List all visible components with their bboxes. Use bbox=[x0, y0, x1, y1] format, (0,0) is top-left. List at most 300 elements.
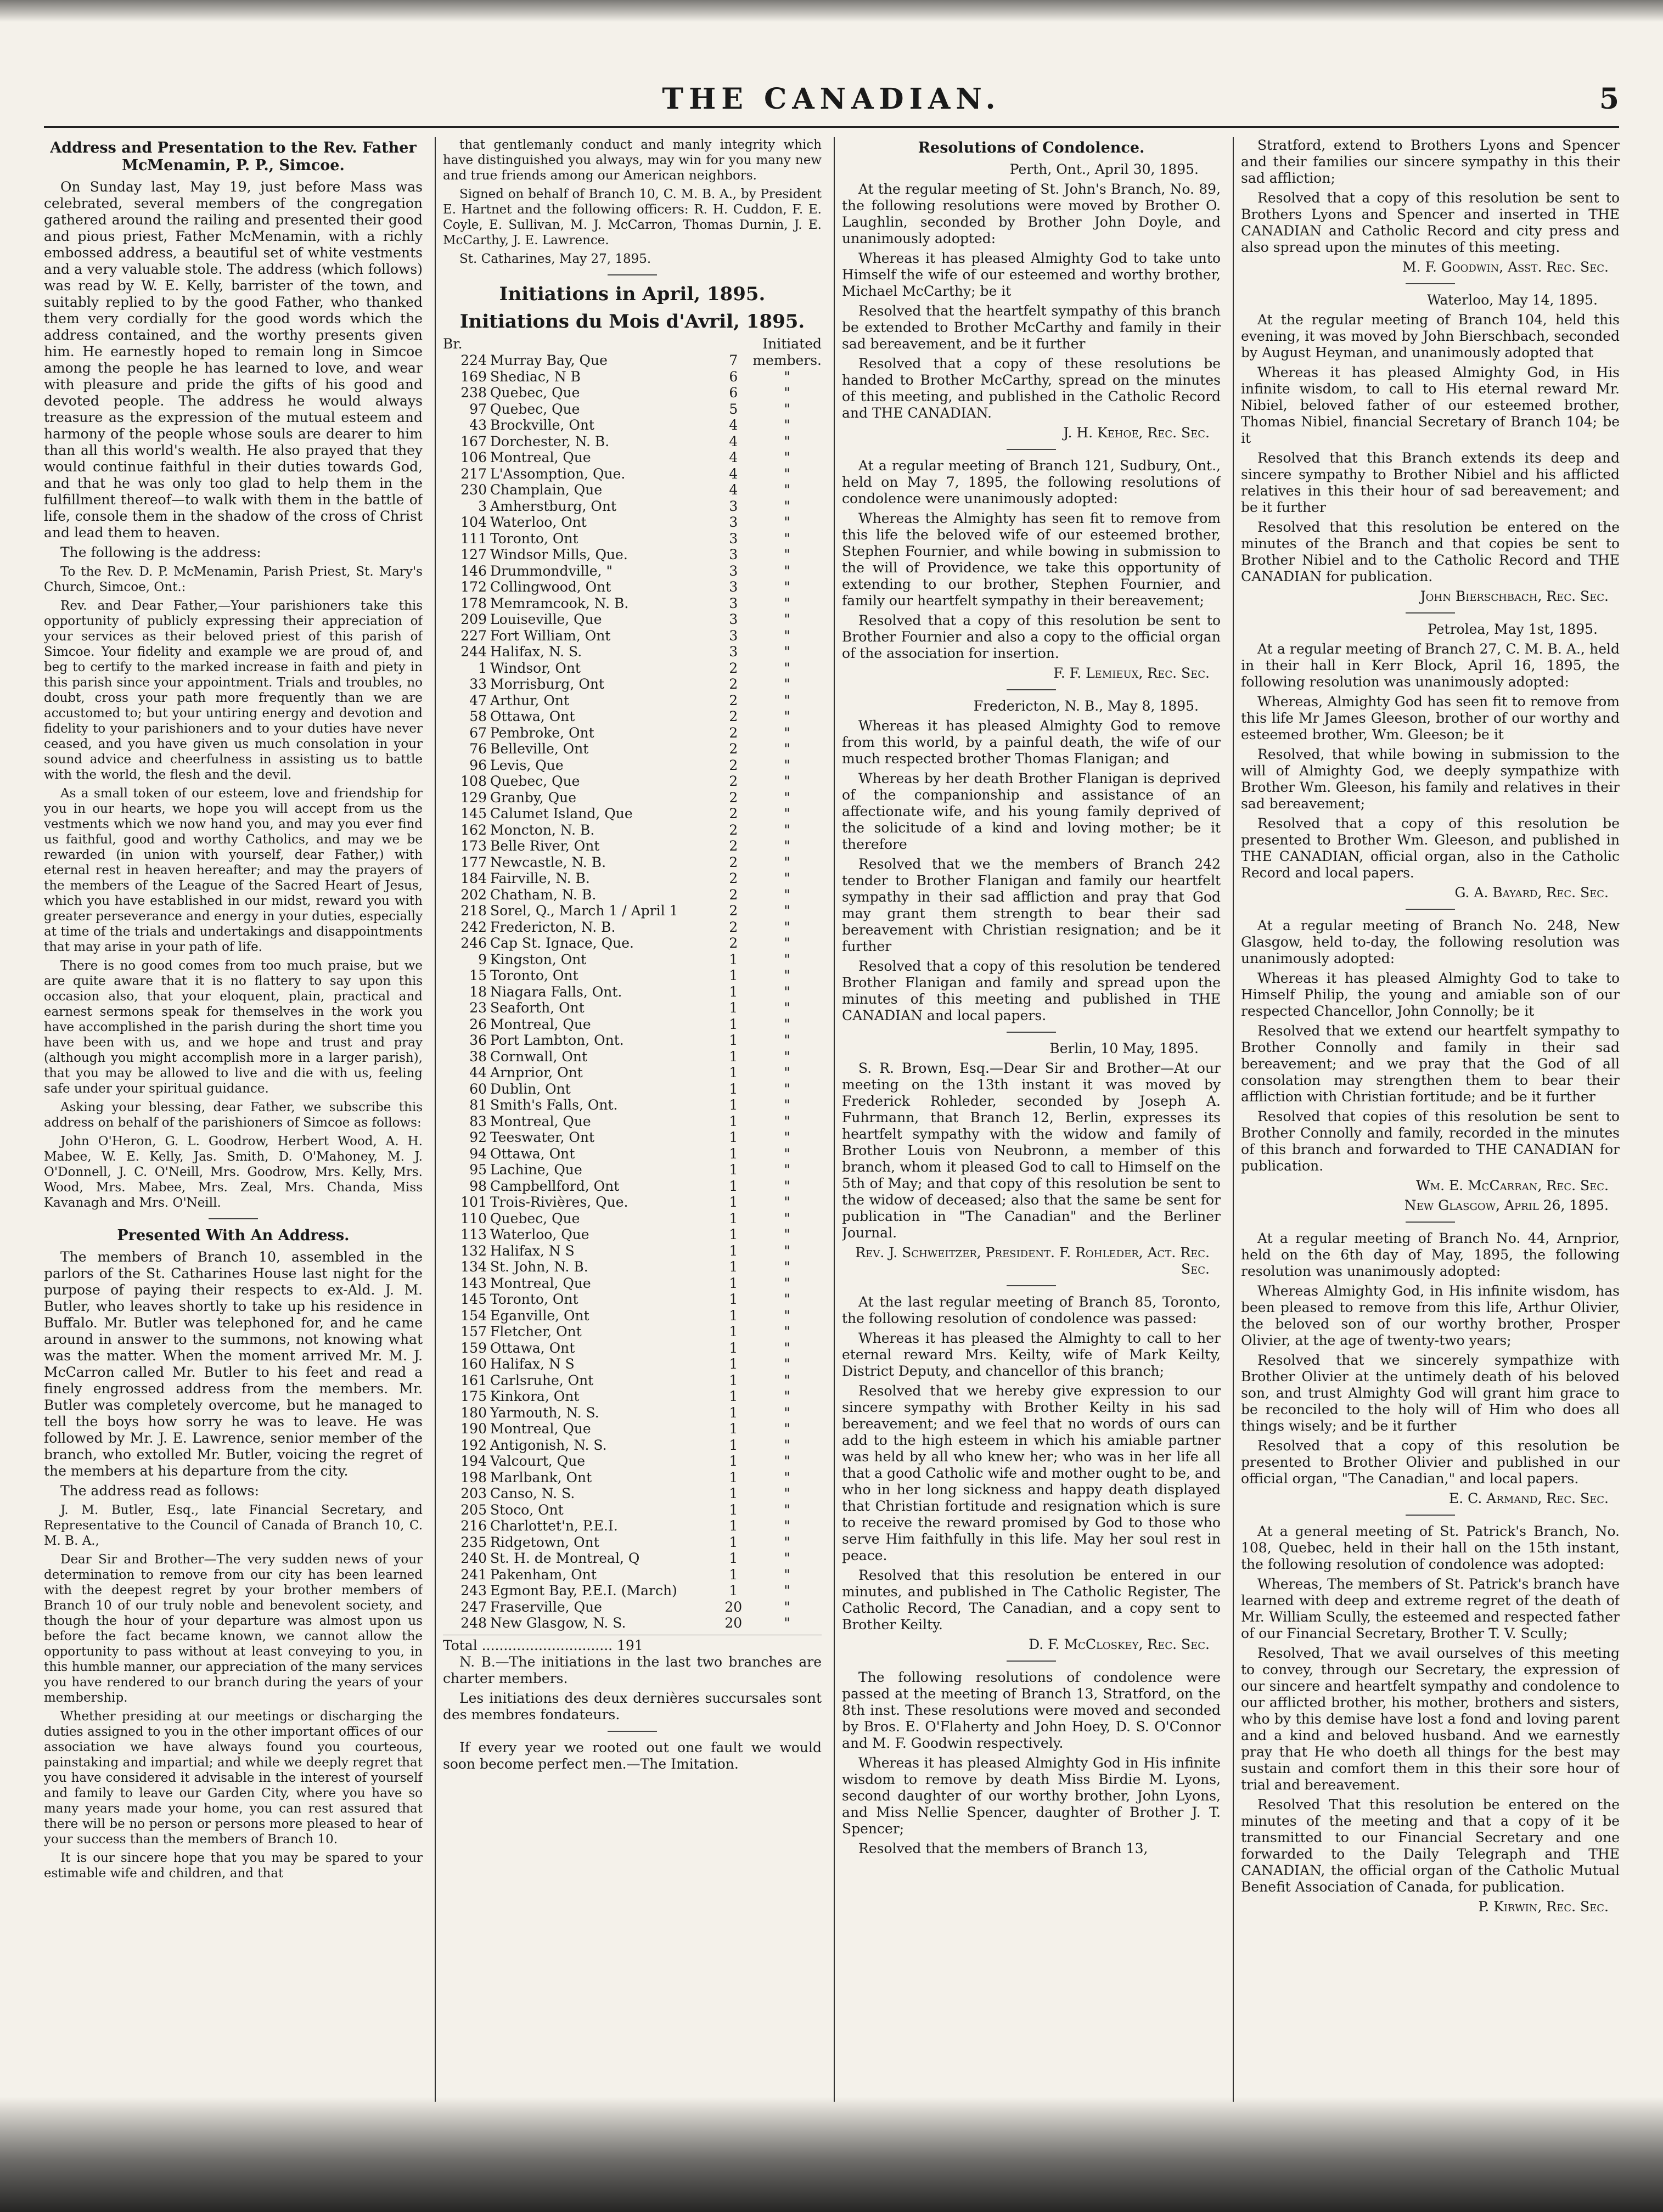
initiated-count: 3 bbox=[729, 562, 738, 579]
initiated-count: 1 bbox=[729, 1145, 738, 1162]
ditto-mark: " bbox=[784, 611, 790, 627]
article-paragraph: Resolved that the members of Branch 13, bbox=[858, 1840, 1148, 1856]
branch-location: Montreal, Que bbox=[490, 1275, 591, 1291]
branch-location: Montreal, Que bbox=[490, 1113, 591, 1129]
initiated-count: 2 bbox=[729, 741, 738, 757]
article-paragraph: At the regular meeting of St. John's Branch, No. 89, the following resolutions were moved by Brother O. Laughlin, seconded by Brother John Doyle, and unanimously adopted: bbox=[842, 181, 1221, 246]
branch-number: 247 bbox=[460, 1599, 487, 1615]
branch-location: Fort William, Ont bbox=[490, 627, 611, 644]
column-rule bbox=[1233, 137, 1234, 2102]
initiated-count: 1 bbox=[729, 1048, 738, 1065]
article-paragraph: Whereas Almighty God, in His infinite wisdom, has been pleased to remove from this life, Arthur Olivier, the beloved son of our worthy brother, Prosper Olivier, at the age of twenty-two years; bbox=[1241, 1283, 1620, 1348]
article-paragraph: Resolved, that while bowing in submission to the will of Almighty God, we deeply sympathize with Brother Wm. Gleeson, his family and relatives in their sad bereavement; bbox=[1241, 746, 1620, 812]
branch-number: 202 bbox=[460, 886, 487, 903]
ditto-mark: " bbox=[784, 806, 790, 821]
scan-edge-top bbox=[0, 0, 1663, 22]
article-paragraph: Resolved that we sincerely sympathize with Brother Olivier at the untimely death of his beloved son, and trust Almighty God will grant him grace to be reconciled to the holy will of Him who does all things wisely; and be it further bbox=[1241, 1352, 1620, 1434]
article-paragraph: The following resolutions of condolence were passed at the meeting of Branch 13, Stratford, on the 8th inst. These resolutions were moved and seconded by Bros. E. O'Flaherty and John Hoey, D. S. O'Connor and M. F. Goodwin respectively. bbox=[842, 1669, 1221, 1751]
initiated-count: 6 bbox=[729, 385, 738, 401]
ditto-mark: " bbox=[784, 676, 790, 692]
branch-number: 98 bbox=[469, 1178, 487, 1194]
initiation-row bbox=[443, 1097, 822, 1113]
total-label: Total bbox=[443, 1637, 477, 1653]
branch-location: Antigonish, N. S. bbox=[490, 1437, 607, 1453]
branch-location: Arnprior, Ont bbox=[490, 1065, 583, 1080]
branch-location: Waterloo, Ont bbox=[490, 514, 587, 530]
initiated-count: 1 bbox=[729, 1032, 738, 1048]
initiated-count: 1 bbox=[729, 1000, 738, 1016]
article-paragraph: Whereas, Almighty God has seen fit to remove from this life Mr James Gleeson, brother of our worthy and esteemed brother, Wm. Gleeson; be it bbox=[1241, 694, 1620, 742]
branch-number: 15 bbox=[469, 967, 487, 983]
ditto-mark: members. bbox=[752, 352, 822, 368]
ditto-mark: " bbox=[784, 1534, 790, 1550]
initiated-count: 7 bbox=[729, 352, 738, 368]
article-paragraph: Asking your blessing, dear Father, we subscribe this address on behalf of the parishioners of Simcoe as follows: bbox=[44, 1100, 423, 1130]
initiated-count: 6 bbox=[729, 368, 738, 385]
initiation-row bbox=[443, 385, 822, 401]
initiated-count: 20 bbox=[724, 1615, 743, 1631]
branch-location: Teeswater, Ont bbox=[490, 1129, 595, 1145]
ditto-mark: " bbox=[784, 789, 790, 806]
initiation-row bbox=[443, 1615, 822, 1631]
initiated-count: 1 bbox=[729, 1162, 738, 1178]
newspaper-title: THE CANADIAN. bbox=[662, 82, 1001, 116]
initiations-header bbox=[443, 336, 822, 352]
branch-location: Halifax, N. S. bbox=[490, 644, 582, 660]
initiated-count: 3 bbox=[729, 514, 738, 530]
branch-number: 44 bbox=[469, 1065, 487, 1080]
ditto-mark: " bbox=[784, 919, 790, 935]
initiated-count: 4 bbox=[729, 465, 738, 482]
article-paragraph: Whereas it has pleased Almighty God, in His infinite wisdom, to call to His eternal reward Mr. Nibiel, beloved father of our esteemed brother, Thomas Nibiel, financial Secretary of Branch 104; be it bbox=[1241, 364, 1620, 446]
branch-location: Levis, Que bbox=[490, 757, 564, 773]
article-paragraph: Resolved that a copy of this resolution be tendered Brother Flanigan and family and spread upon the minutes of this meeting and published in THE CANADIAN and local papers. bbox=[842, 958, 1221, 1023]
branch-number: 26 bbox=[469, 1016, 487, 1032]
initiated-count: 1 bbox=[729, 951, 738, 967]
initiation-row bbox=[443, 870, 822, 887]
ditto-mark: " bbox=[784, 870, 790, 886]
scan-edge-bottom bbox=[0, 2097, 1663, 2212]
initiation-row bbox=[443, 531, 822, 547]
article-paragraph: At the regular meeting of Branch 104, held this evening, it was moved by John Bierschbach, seconded by August Heyman, and unanimously adopted that bbox=[1241, 312, 1620, 361]
branch-location: Niagara Falls, Ont. bbox=[490, 983, 622, 1000]
ditto-mark: " bbox=[784, 1583, 790, 1599]
article-paragraph: Resolved that a copy of these resolutions be handed to Brother McCarthy, spread on the minutes of this meeting, and published in the Catholic Record and THE CANADIAN. bbox=[842, 356, 1221, 421]
article-paragraph: Whereas it has pleased Almighty God in His infinite wisdom to remove by death Miss Birdie M. Lyons, second daughter of our worthy brother, John Lyons, and Miss Nellie Spencer, daughter of Brother J. T. Spencer; bbox=[842, 1755, 1221, 1837]
branch-number: 161 bbox=[460, 1372, 487, 1388]
article-paragraph: At a regular meeting of Branch 121, Sudbury, Ont., held on May 7, 1895, the following resolutions of condolence were unanimously adopted: bbox=[842, 458, 1221, 506]
article-paragraph: On Sunday last, May 19, just before Mass was celebrated, several members of the congregation gathered around the railing and presented their good and pious priest, Father McMenamin, with a richly embossed address, a beautiful set of white vestments and a very valuable stole. The address (which follows) was read by W. E. Kelly, barrister of the town, and suitably replied to by the good Father, who thanked them very cordially for the good words which the address contained, and the worthy presents given him. He earnestly hoped to remain long in Simcoe among the people he has learned to love, and wear with pleasure and pride the gifts of his good and devoted people. The address he would always treasure as the expression of the mutual esteem and harmony of the people whose souls are dearer to him than all this world's wealth. He also prayed that they would continue faithful in their duties towards God, and that he was only too glad to help them in the fulfillment thereof—to walk with them in the battle of life, console them in the shadow of the cross of Christ and lead them to heaven. bbox=[44, 179, 423, 541]
article-paragraph: Rev. and Dear Father,—Your parishioners take this opportunity of publicly expressing their appreciation of your services as their beloved priest of this parish of Simcoe. Your fidelity and example we are proud of, and beg to certify to the marked increase in faith and piety in this parish since your appointment. Trials and troubles, no doubt, cross your path more frequently than we are accustomed to; but your untiring energy and devotion and fidelity to your parishioners and to your duties have never ceased, and you have given us much consolation in your sound advice and cheerfulness in assisting us to battle with the world, the flesh and the devil. bbox=[44, 599, 423, 782]
initiation-row bbox=[443, 1211, 822, 1227]
ditto-mark: " bbox=[784, 708, 790, 724]
branch-location: Montreal, Que bbox=[490, 1016, 591, 1032]
signature: P. Kirwin, Rec. Sec. bbox=[1478, 1899, 1609, 1915]
initiation-row bbox=[443, 790, 822, 806]
initiation-row bbox=[443, 1324, 822, 1340]
divider bbox=[608, 274, 657, 275]
dateline: New Glasgow, April 26, 1895. bbox=[1404, 1197, 1609, 1213]
initiated-count: 1 bbox=[729, 1129, 738, 1145]
initiated-count: 1 bbox=[729, 1226, 738, 1242]
initiated-count: 1 bbox=[729, 1259, 738, 1275]
initiated-count: 1 bbox=[729, 1291, 738, 1307]
ditto-mark: " bbox=[784, 433, 790, 449]
branch-number: 162 bbox=[460, 821, 487, 838]
ditto-mark: " bbox=[784, 1437, 790, 1453]
branch-location: Quebec, Que bbox=[490, 1210, 580, 1226]
article-paragraph: Signed on behalf of Branch 10, C. M. B. A., by President E. Hartnet and the following officers: R. H. Cuddon, F. E. Coyle, E. Sullivan, M. J. McCarron, Thomas Durnin, J. E. McCarthy, J. E. Lawrence. bbox=[443, 187, 822, 247]
branch-location: Quebec, Que bbox=[490, 773, 580, 789]
branch-location: Pembroke, Ont bbox=[490, 724, 594, 741]
branch-number: 157 bbox=[460, 1324, 487, 1339]
branch-number: 95 bbox=[469, 1162, 487, 1178]
divider bbox=[1007, 1661, 1056, 1662]
ditto-mark: " bbox=[784, 1129, 790, 1145]
branch-location: Yarmouth, N. S. bbox=[490, 1404, 599, 1421]
branch-location: Eganville, Ont bbox=[490, 1307, 589, 1324]
dateline: Perth, Ont., April 30, 1895. bbox=[1009, 161, 1199, 177]
branch-number: 216 bbox=[460, 1518, 487, 1534]
signature: M. F. Goodwin, Asst. Rec. Sec. bbox=[1402, 259, 1609, 275]
initiated-count: 3 bbox=[729, 595, 738, 611]
initiation-row bbox=[443, 708, 822, 725]
branch-number: 58 bbox=[469, 708, 487, 724]
initiated-count: 1 bbox=[729, 1501, 738, 1518]
ditto-mark: " bbox=[784, 1178, 790, 1194]
branch-number: 9 bbox=[478, 951, 487, 967]
initiation-row bbox=[443, 1583, 822, 1599]
branch-location: Charlottet'n, P.E.I. bbox=[490, 1518, 618, 1534]
article-heading: Resolutions of Condolence. bbox=[918, 139, 1145, 156]
initiated-count: 1 bbox=[729, 1388, 738, 1404]
divider bbox=[209, 1218, 258, 1219]
branch-location: Sorel, Q., March 1 / April 1 bbox=[490, 903, 678, 919]
columns bbox=[44, 137, 1619, 2102]
branch-location: Windsor, Ont bbox=[490, 660, 581, 676]
initiation-row bbox=[443, 563, 822, 579]
column-2 bbox=[443, 137, 822, 2102]
ditto-mark: " bbox=[784, 838, 790, 854]
initiation-row bbox=[443, 1421, 822, 1437]
initiated-count: 1 bbox=[729, 983, 738, 1000]
initiation-row bbox=[443, 1340, 822, 1357]
ditto-mark: " bbox=[784, 579, 790, 595]
initiated-count: 4 bbox=[729, 482, 738, 498]
ditto-mark: " bbox=[784, 773, 790, 789]
initiation-row bbox=[443, 434, 822, 450]
branch-number: 159 bbox=[460, 1339, 487, 1356]
branch-number: 240 bbox=[460, 1550, 487, 1566]
ditto-mark: " bbox=[784, 967, 790, 983]
quotation: If every year we rooted out one fault we would soon become perfect men.—The Imitation. bbox=[443, 1739, 822, 1772]
branch-location: Morrisburg, Ont bbox=[490, 676, 604, 692]
initiation-row bbox=[443, 417, 822, 434]
article-paragraph: Resolved that we hereby give expression to our sincere sympathy with Brother Keilty in his sad bereavement; and we feel that no words of ours can add to the high esteem in which his amiable partner was held by all who knew her; who was in her life all that a good Catholic wife and mother ought to be, and who in her long sickness and happy death displayed that Christian fortitude and resignation which is sure to receive the reward promised by God to those who serve Him faithfully in this life. May her soul rest in peace. bbox=[842, 1383, 1221, 1563]
initiation-row bbox=[443, 1162, 822, 1178]
ditto-mark: " bbox=[784, 417, 790, 433]
signature: E. C. Armand, Rec. Sec. bbox=[1449, 1490, 1609, 1506]
initiation-row bbox=[443, 628, 822, 644]
initiation-row bbox=[443, 1194, 822, 1211]
branch-number: 167 bbox=[460, 433, 487, 449]
ditto-mark: " bbox=[784, 449, 790, 465]
branch-number: 60 bbox=[469, 1080, 487, 1097]
initiation-row bbox=[443, 1518, 822, 1534]
branch-number: 18 bbox=[469, 983, 487, 1000]
branch-number: 132 bbox=[460, 1242, 487, 1259]
article-paragraph: Resolved that this resolution be entered in our minutes, and published in The Catholic Register, The Catholic Record, The Canadian, and a copy sent to Brother Keilty. bbox=[842, 1567, 1221, 1633]
branch-location: St. H. de Montreal, Q bbox=[490, 1550, 640, 1566]
initiation-row bbox=[443, 1129, 822, 1146]
branch-location: Belle River, Ont bbox=[490, 838, 600, 854]
branch-number: 3 bbox=[478, 498, 487, 514]
initiation-row bbox=[443, 822, 822, 838]
branch-number: 244 bbox=[460, 644, 487, 660]
initiated-count: 1 bbox=[729, 1469, 738, 1485]
initiation-row bbox=[443, 1308, 822, 1324]
initiated-count: 3 bbox=[729, 530, 738, 547]
ditto-mark: " bbox=[784, 1210, 790, 1226]
initiation-row bbox=[443, 1470, 822, 1486]
initiation-row bbox=[443, 1485, 822, 1502]
initiation-row bbox=[443, 1032, 822, 1049]
ditto-mark: " bbox=[784, 530, 790, 547]
divider bbox=[1406, 612, 1455, 613]
initiated-count: 1 bbox=[729, 1404, 738, 1421]
branch-number: 111 bbox=[460, 530, 487, 547]
branch-number: 248 bbox=[460, 1615, 487, 1631]
branch-location: Calumet Island, Que bbox=[490, 806, 633, 821]
branch-number: 235 bbox=[460, 1534, 487, 1550]
article-paragraph: Resolved that this Branch extends its deep and sincere sympathy to Brother Nibiel and his afflicted relatives in this their hour of sad bereavement; and be it further bbox=[1241, 450, 1620, 515]
article-paragraph: The members of Branch 10, assembled in the parlors of the St. Catharines House last night for the purpose of paying their respects to ex-Ald. J. M. Butler, who leaves shortly to take up his residence in Buffalo. Mr. Butler was telephoned for, and he came around in answer to the summons, not knowing what was the matter. When the moment arrived Mr. M. J. McCarron called Mr. Butler to his feet and read a finely engrossed address from the members. Mr. Butler was completely overcome, but he managed to tell the boys how sorry he was to leave. He was followed by Mr. J. E. Lawrence, senior member of the branch, who extolled Mr. Butler, voicing the regret of the members at his departure from the city. bbox=[44, 1249, 423, 1479]
divider bbox=[1406, 909, 1455, 910]
article-paragraph: Whereas it has pleased the Almighty to call to her eternal reward Mrs. Keilty, wife of Mark Keilty, District Deputy, and chancellor of this branch; bbox=[842, 1330, 1221, 1379]
initiated-count: 4 bbox=[729, 417, 738, 433]
branch-location: Toronto, Ont bbox=[490, 967, 578, 983]
article-paragraph: Resolved, That we avail ourselves of this meeting to convey, through our Secretary, the expression of our sincere and heartfelt sympathy and condolence to our afflicted brother, his mother, brothers and sisters, who by this demise have lost a fond and loving parent and a kind and beloved husband. And we earnestly pray that He who doeth all things for the best may sustain and comfort them in this their sore hour of trial and bereavement. bbox=[1241, 1645, 1620, 1793]
branch-location: Champlain, Que bbox=[490, 482, 603, 498]
article-paragraph: Resolved that a copy of this resolution be presented to Brother Olivier and published in our official organ, "The Canadian," and local papers. bbox=[1241, 1438, 1620, 1487]
ditto-mark: " bbox=[784, 1000, 790, 1016]
branch-number: 205 bbox=[460, 1501, 487, 1518]
initiation-row bbox=[443, 887, 822, 903]
branch-location: Brockville, Ont bbox=[490, 417, 594, 433]
branch-number: 190 bbox=[460, 1421, 487, 1437]
branch-number: 173 bbox=[460, 838, 487, 854]
initiated-count: 2 bbox=[729, 903, 738, 919]
branch-location: Ottawa, Ont bbox=[490, 1339, 575, 1356]
ditto-mark: " bbox=[784, 1501, 790, 1518]
article-paragraph: Resolved that a copy of this resolution be sent to Brother Fournier and also a copy to the official organ of the association for insertion. bbox=[842, 612, 1221, 661]
branch-location: L'Assomption, Que. bbox=[490, 465, 626, 482]
branch-location: Campbellford, Ont bbox=[490, 1178, 620, 1194]
initiation-row bbox=[443, 1178, 822, 1195]
initiation-row bbox=[443, 741, 822, 757]
ditto-mark: " bbox=[784, 951, 790, 967]
branch-number: 146 bbox=[460, 562, 487, 579]
article-paragraph: It is our sincere hope that you may be spared to your estimable wife and children, and that bbox=[44, 1851, 423, 1881]
footnote-french: Les initiations des deux dernières succursales sont des membres fondateurs. bbox=[443, 1690, 822, 1723]
initiation-row bbox=[443, 1243, 822, 1259]
initiation-row bbox=[443, 1081, 822, 1097]
article-paragraph: Resolved that this resolution be entered on the minutes of the Branch and that copies be sent to Brother Nibiel and to the Catholic Record and THE CANADIAN for publication. bbox=[1241, 519, 1620, 584]
initiation-row bbox=[443, 352, 822, 369]
branch-location: New Glasgow, N. S. bbox=[490, 1615, 626, 1631]
ditto-mark: " bbox=[784, 1615, 790, 1631]
initiated-count: 1 bbox=[729, 1275, 738, 1291]
initiated-count: 2 bbox=[729, 676, 738, 692]
article-paragraph: There is no good comes from too much praise, but we are quite aware that it is no flattery to say upon this occasion also, that your eloquent, plain, practical and earnest sermons speak for themselves in the work you have accomplished in the parish during the short time you have been with us, and we hope and trust and pray (although you might accomplish more in a larger parish), that you may be allowed to live and die with us, feeling safe under your spiritual guidance. bbox=[44, 959, 423, 1096]
article-paragraph: At a general meeting of St. Patrick's Branch, No. 108, Quebec, held in their hall on the 15th instant, the following resolution of condolence was adopted: bbox=[1241, 1523, 1620, 1572]
initiation-row bbox=[443, 1372, 822, 1389]
branch-number: 127 bbox=[460, 547, 487, 562]
initiated-count: 1 bbox=[729, 1307, 738, 1324]
dateline: Petrolea, May 1st, 1895. bbox=[1428, 621, 1598, 637]
initiated-count: 2 bbox=[729, 757, 738, 773]
ditto-mark: " bbox=[784, 368, 790, 385]
branch-location: Drummondville, " bbox=[490, 562, 613, 579]
branch-number: 192 bbox=[460, 1437, 487, 1453]
initiated-count: 1 bbox=[729, 1065, 738, 1080]
branch-number: 178 bbox=[460, 595, 487, 611]
branch-location: Halifax, N S bbox=[490, 1356, 575, 1372]
initiation-row bbox=[443, 482, 822, 498]
ditto-mark: " bbox=[784, 1016, 790, 1032]
article-paragraph: At a regular meeting of Branch No. 248, New Glasgow, held to-day, the following resolution was unanimously adopted: bbox=[1241, 918, 1620, 966]
article-paragraph: Whether presiding at our meetings or discharging the duties assigned to you in the other important offices of our association we have always found you courteous, painstaking and impartial; and while we deeply regret that you have considered it advisable in the interest of yourself and family to leave our Garden City, where you have so many years made your home, you can rest assured that there will be no person or persons more pleased to hear of your success than the members of Branch 10. bbox=[44, 1709, 423, 1847]
branch-location: Montreal, Que bbox=[490, 1421, 591, 1437]
divider bbox=[608, 1731, 657, 1732]
initiated-count: 2 bbox=[729, 870, 738, 886]
ditto-mark: " bbox=[784, 903, 790, 919]
branch-number: 83 bbox=[469, 1113, 487, 1129]
initiation-row bbox=[443, 854, 822, 871]
page-number: 5 bbox=[1599, 82, 1619, 116]
ditto-mark: " bbox=[784, 1291, 790, 1307]
signature: F. F. Lemieux, Rec. Sec. bbox=[1053, 665, 1210, 681]
article-paragraph: Whereas it has pleased Almighty God to take unto Himself the wife of our esteemed and worthy brother, Michael McCarthy; be it bbox=[842, 250, 1221, 299]
ditto-mark: " bbox=[784, 401, 790, 417]
branch-number: 194 bbox=[460, 1453, 487, 1469]
initiated-count: 1 bbox=[729, 1194, 738, 1210]
initiation-row bbox=[443, 693, 822, 709]
initiations-table bbox=[443, 352, 822, 1631]
branch-number: 143 bbox=[460, 1275, 487, 1291]
initiated-count: 3 bbox=[729, 579, 738, 595]
branch-location: Belleville, Ont bbox=[490, 741, 589, 757]
branch-location: Carlsruhe, Ont bbox=[490, 1372, 594, 1388]
initiation-row bbox=[443, 1453, 822, 1470]
branch-number: 113 bbox=[460, 1226, 487, 1242]
initiated-count: 1 bbox=[729, 1566, 738, 1583]
branch-number: 81 bbox=[469, 1097, 487, 1113]
initiated-count: 2 bbox=[729, 724, 738, 741]
branch-number: 230 bbox=[460, 482, 487, 498]
branch-number: 145 bbox=[460, 806, 487, 821]
branch-column-label: Br. bbox=[443, 336, 463, 352]
ditto-mark: " bbox=[784, 854, 790, 870]
branch-number: 175 bbox=[460, 1388, 487, 1404]
ditto-mark: " bbox=[784, 1145, 790, 1162]
ditto-mark: " bbox=[784, 1518, 790, 1534]
column-rule bbox=[834, 137, 835, 2102]
branch-location: Shediac, N B bbox=[490, 368, 581, 385]
initiated-count: 1 bbox=[729, 1356, 738, 1372]
ditto-mark: " bbox=[784, 1275, 790, 1291]
ditto-mark: " bbox=[784, 1599, 790, 1615]
initiation-row bbox=[443, 919, 822, 936]
ditto-mark: " bbox=[784, 1259, 790, 1275]
initiated-count: 1 bbox=[729, 1097, 738, 1113]
branch-location: Canso, N. S. bbox=[490, 1485, 575, 1501]
ditto-mark: " bbox=[784, 1307, 790, 1324]
ditto-mark: " bbox=[784, 385, 790, 401]
ditto-mark: " bbox=[784, 983, 790, 1000]
ditto-mark: " bbox=[784, 1324, 790, 1339]
branch-number: 134 bbox=[460, 1259, 487, 1275]
ditto-mark: " bbox=[784, 1080, 790, 1097]
initiated-count: 1 bbox=[729, 1242, 738, 1259]
initiated-count: 1 bbox=[729, 1080, 738, 1097]
initiation-row bbox=[443, 547, 822, 563]
branch-location: Fredericton, N. B. bbox=[490, 919, 616, 935]
article-paragraph: Resolved that we extend our heartfelt sympathy to Brother Connolly and family in their sad bereavement; and we pray that the God of all consolation may strengthen them to bear their affliction with Christian fortitude; and be it further bbox=[1241, 1023, 1620, 1105]
ditto-mark: " bbox=[784, 1032, 790, 1048]
divider bbox=[1007, 1285, 1056, 1286]
initiation-row bbox=[443, 935, 822, 952]
ditto-mark: " bbox=[784, 1242, 790, 1259]
column-rule bbox=[435, 137, 436, 2102]
branch-number: 246 bbox=[460, 935, 487, 951]
initiation-row bbox=[443, 676, 822, 693]
branch-number: 106 bbox=[460, 449, 487, 465]
initiation-row bbox=[443, 838, 822, 854]
article-paragraph: St. Catharines, May 27, 1895. bbox=[459, 252, 651, 266]
branch-location: Pakenham, Ont bbox=[490, 1566, 597, 1583]
branch-location: Cornwall, Ont bbox=[490, 1048, 588, 1065]
ditto-mark: " bbox=[784, 595, 790, 611]
branch-location: Stoco, Ont bbox=[490, 1501, 564, 1518]
initiation-row bbox=[443, 579, 822, 595]
article-paragraph: Dear Sir and Brother—The very sudden news of your determination to remove from our city has been learned with the deepest regret by your brother members of Branch 10 of our truly noble and benevolent society, and though the hour of your departure was almost upon us before the fact became known, we cannot allow the opportunity to pass without at least conveying to you, in this humble manner, our appreciation of the many services you have rendered to our branch during the years of your membership. bbox=[44, 1552, 423, 1705]
branch-location: Marlbank, Ont bbox=[490, 1469, 592, 1485]
branch-number: 38 bbox=[469, 1048, 487, 1065]
branch-number: 184 bbox=[460, 870, 487, 886]
initiation-row bbox=[443, 498, 822, 515]
branch-location: Murray Bay, Que bbox=[490, 352, 608, 368]
branch-location: Toronto, Ont bbox=[490, 530, 578, 547]
branch-number: 36 bbox=[469, 1032, 487, 1048]
branch-location: Seaforth, Ont bbox=[490, 1000, 585, 1016]
branch-location: Ottawa, Ont bbox=[490, 1145, 575, 1162]
branch-number: 33 bbox=[469, 676, 487, 692]
branch-number: 241 bbox=[460, 1566, 487, 1583]
ditto-mark: " bbox=[784, 1339, 790, 1356]
branch-number: 129 bbox=[460, 789, 487, 806]
initiated-count: 1 bbox=[729, 1113, 738, 1129]
masthead bbox=[44, 82, 1619, 128]
ditto-mark: " bbox=[784, 692, 790, 708]
initiated-count: 1 bbox=[729, 1324, 738, 1339]
ditto-mark: " bbox=[784, 1356, 790, 1372]
initiation-row bbox=[443, 466, 822, 482]
ditto-mark: " bbox=[784, 1453, 790, 1469]
branch-location: Halifax, N S bbox=[490, 1242, 575, 1259]
branch-location: Toronto, Ont bbox=[490, 1291, 578, 1307]
initiated-count: 2 bbox=[729, 773, 738, 789]
